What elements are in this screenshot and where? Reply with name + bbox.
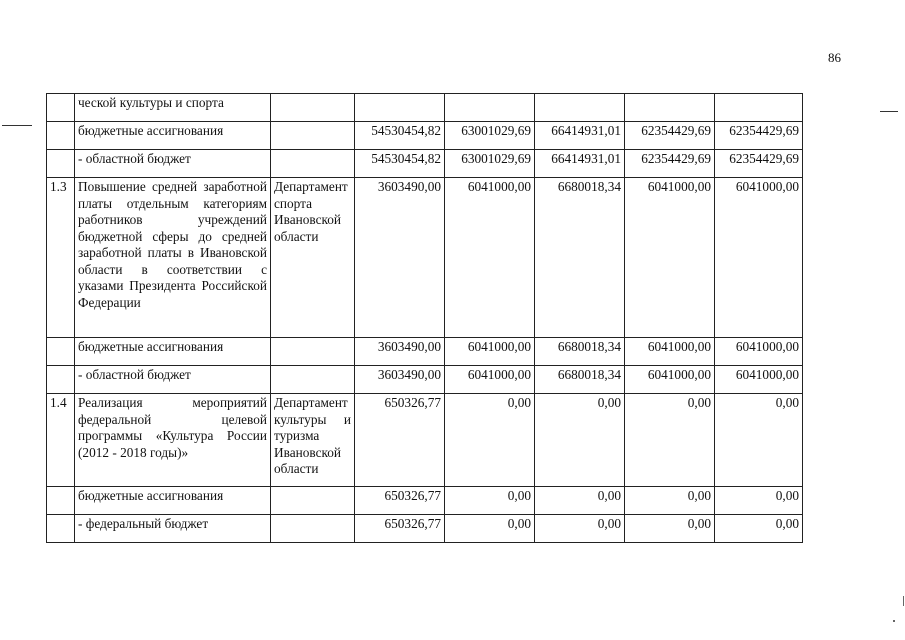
amount-cell: 3603490,00 (355, 338, 445, 366)
amount-cell: 62354429,69 (715, 150, 803, 178)
department-cell (271, 487, 355, 515)
amount-cell: 0,00 (625, 394, 715, 487)
table-row (47, 150, 803, 178)
table-row (47, 515, 803, 543)
item-name-cell: ческой культуры и спорта (75, 94, 271, 122)
amount-cell: 6041000,00 (445, 178, 535, 338)
department-cell (271, 338, 355, 366)
item-name-cell: - областной бюджет (75, 150, 271, 178)
margin-mark-right (880, 111, 898, 112)
scan-speck (903, 596, 904, 606)
row-number-cell: 1.3 (47, 178, 75, 338)
amount-cell: 6041000,00 (445, 366, 535, 394)
table-row (47, 178, 803, 338)
amount-cell: 66414931,01 (535, 122, 625, 150)
department-cell: Департамент спорта Ивановской области (271, 178, 355, 338)
row-number-cell (47, 122, 75, 150)
department-cell (271, 94, 355, 122)
amount-cell: 62354429,69 (715, 122, 803, 150)
department-cell (271, 122, 355, 150)
item-name-cell: Повышение средней заработной платы отдельным категориям работников учреждений бюджетной сферы до средней заработной платы в Ивановской области в соответствии с указами Президента Российской Федерации (75, 178, 271, 338)
row-number-cell: 1.4 (47, 394, 75, 487)
item-name-cell: бюджетные ассигнования (75, 122, 271, 150)
table-row (47, 94, 803, 122)
amount-cell: 0,00 (445, 394, 535, 487)
page-number: 86 (828, 50, 841, 65)
department-cell: Департамент культуры и туризма Ивановской области (271, 394, 355, 487)
amount-cell: 0,00 (625, 515, 715, 543)
amount-cell: 0,00 (715, 394, 803, 487)
margin-mark-left (2, 125, 32, 126)
row-number-cell (47, 94, 75, 122)
amount-cell: 0,00 (625, 487, 715, 515)
item-name-cell: бюджетные ассигнования (75, 487, 271, 515)
department-cell (271, 150, 355, 178)
item-name-cell: бюджетные ассигнования (75, 338, 271, 366)
amount-cell: 0,00 (535, 515, 625, 543)
amount-cell: 6041000,00 (715, 178, 803, 338)
amount-cell: 0,00 (445, 515, 535, 543)
amount-cell: 0,00 (445, 487, 535, 515)
amount-cell: 6680018,34 (535, 178, 625, 338)
amount-cell: 62354429,69 (625, 150, 715, 178)
amount-cell: 3603490,00 (355, 178, 445, 338)
table-row (47, 366, 803, 394)
amount-cell: 0,00 (715, 515, 803, 543)
amount-cell: 6041000,00 (625, 178, 715, 338)
row-number-cell (47, 338, 75, 366)
row-number-cell (47, 150, 75, 178)
department-cell (271, 515, 355, 543)
amount-cell: 6041000,00 (715, 338, 803, 366)
amount-cell: 3603490,00 (355, 366, 445, 394)
item-name-cell: Реализация мероприятий федеральной целевой программы «Культура России (2012 - 2018 годы)» (75, 394, 271, 487)
amount-cell: 6680018,34 (535, 338, 625, 366)
amount-cell: 6041000,00 (445, 338, 535, 366)
amount-cell (535, 94, 625, 122)
amount-cell: 6041000,00 (625, 338, 715, 366)
amount-cell: 650326,77 (355, 487, 445, 515)
item-name-cell: - федеральный бюджет (75, 515, 271, 543)
amount-cell (625, 94, 715, 122)
amount-cell: 6041000,00 (715, 366, 803, 394)
amount-cell: 0,00 (715, 487, 803, 515)
table-row (47, 122, 803, 150)
amount-cell: 6680018,34 (535, 366, 625, 394)
row-number-cell (47, 366, 75, 394)
amount-cell: 0,00 (535, 487, 625, 515)
amount-cell (355, 94, 445, 122)
amount-cell: 0,00 (535, 394, 625, 487)
amount-cell: 6041000,00 (625, 366, 715, 394)
table-row (47, 338, 803, 366)
table-row (47, 394, 803, 487)
amount-cell: 54530454,82 (355, 150, 445, 178)
department-cell (271, 366, 355, 394)
amount-cell: 63001029,69 (445, 150, 535, 178)
budget-table (46, 93, 803, 543)
amount-cell: 650326,77 (355, 394, 445, 487)
item-name-cell: - областной бюджет (75, 366, 271, 394)
amount-cell (445, 94, 535, 122)
amount-cell: 63001029,69 (445, 122, 535, 150)
table-row (47, 487, 803, 515)
row-number-cell (47, 515, 75, 543)
amount-cell (715, 94, 803, 122)
scan-speck (893, 620, 895, 622)
amount-cell: 650326,77 (355, 515, 445, 543)
amount-cell: 54530454,82 (355, 122, 445, 150)
amount-cell: 66414931,01 (535, 150, 625, 178)
amount-cell: 62354429,69 (625, 122, 715, 150)
budget-table-body (47, 94, 803, 543)
row-number-cell (47, 487, 75, 515)
